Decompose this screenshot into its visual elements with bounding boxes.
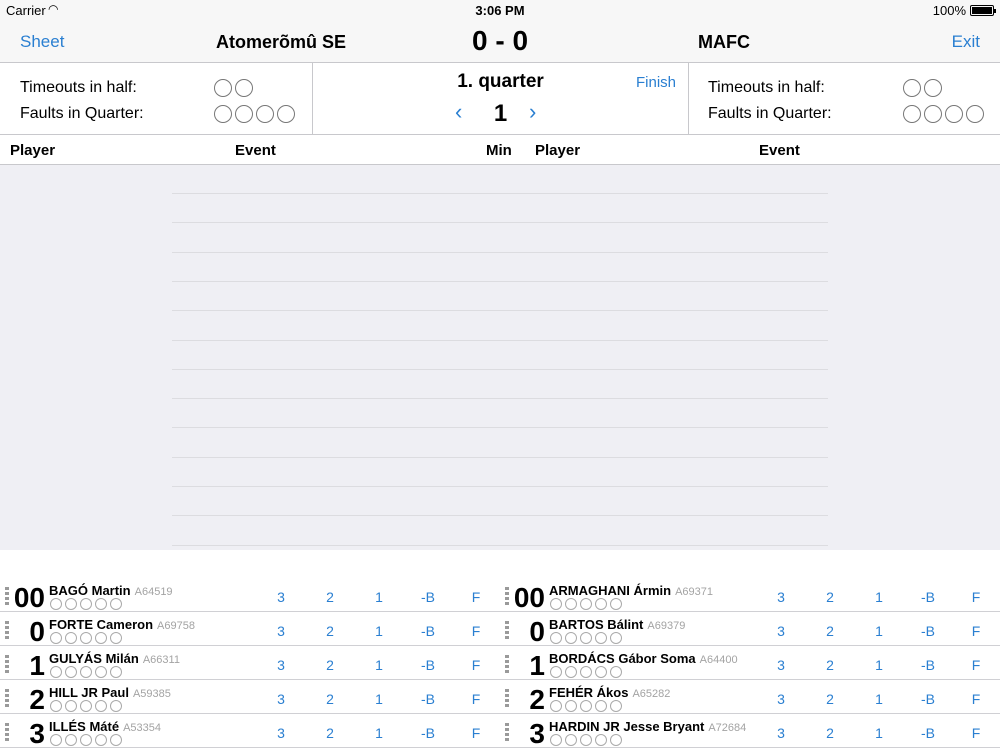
exclusion-button[interactable]: -B (921, 725, 935, 741)
drag-handle-icon[interactable] (505, 587, 509, 605)
home-team-name: Atomerõmû SE (216, 32, 347, 52)
player-name-text: FEHÉR Ákos (549, 685, 629, 700)
away-team-panel (688, 63, 1000, 135)
player-name (49, 719, 161, 734)
foul-indicator (565, 632, 577, 644)
navigation-bar (0, 20, 1000, 63)
drag-handle-icon[interactable] (505, 689, 509, 707)
score-1-button[interactable]: 1 (875, 657, 883, 673)
chevron-right-icon[interactable]: › (529, 99, 537, 124)
foul-indicator (95, 734, 107, 746)
cap-number: 2 (529, 684, 545, 715)
foul-indicator (65, 598, 77, 610)
drag-handle-icon[interactable] (5, 689, 9, 707)
player-name (49, 685, 171, 700)
score-3-button[interactable]: 3 (777, 623, 785, 639)
event-row-divider (172, 545, 828, 546)
cap-number: 3 (29, 718, 45, 749)
event-row-divider (172, 252, 828, 253)
exclusion-button[interactable]: -B (421, 623, 435, 639)
player-name-text: BAGÓ Martin (49, 583, 131, 598)
away-team-name: MAFC (698, 32, 750, 52)
column-player: Player (10, 142, 56, 159)
foul-indicator (595, 632, 607, 644)
exclusion-button[interactable]: -B (921, 589, 935, 605)
foul-indicator (110, 598, 122, 610)
player-name (549, 617, 685, 632)
foul-indicator (50, 666, 62, 678)
foul-indicator (595, 598, 607, 610)
player-license-id: A53354 (123, 722, 162, 734)
foul-indicator (95, 632, 107, 644)
foul-indicator (610, 598, 622, 610)
score-3-button[interactable]: 3 (777, 725, 785, 741)
player-row[interactable] (0, 714, 500, 748)
quarter-label: 1. quarter (457, 71, 544, 92)
foul-indicator (565, 734, 577, 746)
foul-indicator (580, 632, 592, 644)
score-2-button[interactable]: 2 (826, 657, 834, 673)
player-name (49, 651, 180, 666)
foul-indicator (565, 666, 577, 678)
score-display: 0 - 0 (471, 25, 529, 56)
foul-indicator (80, 632, 92, 644)
player-row[interactable] (500, 680, 1000, 714)
foul-indicator (110, 632, 122, 644)
player-fouls-indicators (50, 700, 122, 712)
drag-handle-icon[interactable] (505, 655, 509, 673)
foul-indicator (95, 700, 107, 712)
foul-button[interactable]: F (471, 657, 481, 673)
player-name-text: HARDIN JR Jesse Bryant (549, 719, 705, 734)
player-name (549, 685, 670, 700)
cap-number: 0 (29, 616, 45, 647)
score-1-button[interactable]: 1 (375, 725, 383, 741)
event-row-divider (172, 310, 828, 311)
timeout-indicator[interactable] (235, 79, 253, 97)
foul-indicator (550, 700, 562, 712)
player-fouls-indicators (550, 666, 622, 678)
foul-indicator (565, 598, 577, 610)
player-license-id: A65282 (632, 688, 671, 700)
cap-number: 1 (529, 650, 545, 681)
score-1-button[interactable]: 1 (375, 691, 383, 707)
away-faults-label: Faults in Quarter: (708, 105, 832, 122)
score-3-button[interactable]: 3 (777, 589, 785, 605)
event-row-divider (172, 369, 828, 370)
player-name (549, 651, 738, 666)
column-event-away: Event (759, 142, 800, 159)
player-license-id: A59385 (132, 688, 171, 700)
player-fouls-indicators (550, 734, 622, 746)
player-name-text: GULYÁS Milán (49, 651, 139, 666)
fault-indicator[interactable] (966, 105, 984, 123)
foul-indicator (65, 666, 77, 678)
player-license-id: A66311 (142, 654, 180, 666)
cap-number: 2 (29, 684, 45, 715)
event-list-header (0, 136, 1000, 165)
drag-handle-icon[interactable] (5, 655, 9, 673)
score-3-button[interactable]: 3 (277, 657, 285, 673)
player-license-id: A64400 (699, 654, 738, 666)
player-fouls-indicators (550, 632, 622, 644)
drag-handle-icon[interactable] (505, 723, 509, 741)
battery-icon (970, 5, 994, 16)
foul-indicator (50, 598, 62, 610)
player-name-text: BORDÁCS Gábor Soma (549, 651, 696, 666)
away-timeouts-indicators[interactable] (903, 79, 942, 97)
player-fouls-indicators (550, 598, 622, 610)
column-player-away: Player (535, 142, 581, 159)
foul-indicator (550, 734, 562, 746)
exclusion-button[interactable]: -B (921, 691, 935, 707)
score-1-button[interactable]: 1 (875, 725, 883, 741)
foul-indicator (550, 598, 562, 610)
away-faults-indicators[interactable] (903, 105, 984, 123)
foul-indicator (95, 598, 107, 610)
foul-button[interactable]: F (971, 589, 981, 605)
home-timeouts-indicators[interactable] (214, 79, 253, 97)
player-fouls-indicators (50, 666, 122, 678)
score-1-button[interactable]: 1 (875, 691, 883, 707)
sheet-button[interactable]: Sheet (20, 32, 65, 51)
column-event: Event (235, 142, 276, 159)
fault-indicator[interactable] (277, 105, 295, 123)
fault-indicator[interactable] (235, 105, 253, 123)
drag-handle-icon[interactable] (505, 621, 509, 639)
quarter-panel (313, 63, 688, 135)
event-row-divider (172, 193, 828, 194)
foul-button[interactable]: F (971, 657, 981, 673)
player-name (49, 617, 195, 632)
event-row-divider (172, 515, 828, 516)
score-1-button[interactable]: 1 (375, 589, 383, 605)
exclusion-button[interactable]: -B (421, 691, 435, 707)
player-name-text: BARTOS Bálint (549, 617, 644, 632)
foul-indicator (110, 700, 122, 712)
player-fouls-indicators (50, 734, 122, 746)
player-name-text: FORTE Cameron (49, 617, 154, 632)
score-2-button[interactable]: 2 (826, 623, 834, 639)
timeout-indicator[interactable] (214, 79, 232, 97)
foul-indicator (65, 734, 77, 746)
score-2-button[interactable]: 2 (826, 725, 834, 741)
player-row[interactable] (500, 646, 1000, 680)
foul-button[interactable]: F (471, 725, 481, 741)
score-2-button[interactable]: 2 (326, 657, 334, 673)
drag-handle-icon[interactable] (5, 587, 9, 605)
player-name-text: HILL JR Paul (49, 685, 129, 700)
foul-indicator (565, 700, 577, 712)
score-2-button[interactable]: 2 (326, 589, 334, 605)
wifi-icon: ◠ (48, 2, 59, 16)
carrier-label: Carrier (6, 3, 46, 18)
exclusion-button[interactable]: -B (421, 589, 435, 605)
quarter-number: 1 (493, 100, 508, 127)
event-row-divider (172, 222, 828, 223)
score-2-button[interactable]: 2 (826, 691, 834, 707)
player-license-id: A69371 (675, 586, 713, 598)
event-row-divider (172, 281, 828, 282)
foul-indicator (595, 734, 607, 746)
fault-indicator[interactable] (256, 105, 274, 123)
finish-button[interactable]: Finish (635, 74, 676, 91)
battery-percent: 100% (932, 3, 966, 18)
player-name-text: ILLÉS Máté (49, 719, 120, 734)
player-row[interactable] (0, 646, 500, 680)
foul-indicator (550, 632, 562, 644)
foul-button[interactable]: F (471, 691, 481, 707)
column-min: Min (486, 142, 512, 159)
home-roster (0, 578, 500, 748)
chevron-left-icon[interactable]: ‹ (455, 99, 463, 124)
player-license-id: A72684 (708, 722, 747, 734)
foul-button[interactable]: F (971, 725, 981, 741)
away-roster (500, 578, 1000, 748)
foul-indicator (610, 734, 622, 746)
foul-indicator (610, 700, 622, 712)
cap-number: 00 (13, 582, 45, 613)
fault-indicator[interactable] (924, 105, 942, 123)
fault-indicator[interactable] (945, 105, 963, 123)
exit-button[interactable]: Exit (951, 32, 980, 51)
foul-indicator (580, 598, 592, 610)
player-name (549, 583, 713, 598)
home-team-panel (0, 63, 313, 135)
score-1-button[interactable]: 1 (375, 623, 383, 639)
cap-number: 00 (513, 582, 545, 613)
foul-indicator (50, 700, 62, 712)
foul-indicator (50, 734, 62, 746)
exclusion-button[interactable]: -B (921, 657, 935, 673)
player-row[interactable] (0, 578, 500, 612)
player-fouls-indicators (550, 700, 622, 712)
timeout-indicator[interactable] (924, 79, 942, 97)
score-3-button[interactable]: 3 (277, 589, 285, 605)
status-bar (0, 0, 1000, 20)
game-info-row (0, 63, 1000, 135)
drag-handle-icon[interactable] (5, 723, 9, 741)
player-fouls-indicators (50, 598, 122, 610)
player-row[interactable] (500, 578, 1000, 612)
foul-indicator (610, 666, 622, 678)
player-fouls-indicators (50, 632, 122, 644)
foul-indicator (110, 734, 122, 746)
fault-indicator[interactable] (214, 105, 232, 123)
home-faults-label: Faults in Quarter: (20, 105, 144, 122)
score-3-button[interactable]: 3 (777, 657, 785, 673)
event-row-divider (172, 457, 828, 458)
score-3-button[interactable]: 3 (277, 691, 285, 707)
player-name-text: ARMAGHANI Ármin (549, 583, 672, 598)
foul-indicator (95, 666, 107, 678)
foul-indicator (65, 700, 77, 712)
foul-indicator (550, 666, 562, 678)
foul-indicator (580, 734, 592, 746)
event-list[interactable] (0, 165, 1000, 550)
foul-indicator (580, 700, 592, 712)
foul-button[interactable]: F (971, 623, 981, 639)
player-license-id: A69379 (647, 620, 686, 632)
event-row-divider (172, 340, 828, 341)
cap-number: 3 (529, 718, 545, 749)
player-row[interactable] (0, 680, 500, 714)
score-2-button[interactable]: 2 (326, 725, 334, 741)
home-faults-indicators[interactable] (214, 105, 295, 123)
foul-indicator (65, 632, 77, 644)
foul-button[interactable]: F (471, 623, 481, 639)
foul-indicator (595, 700, 607, 712)
foul-indicator (80, 700, 92, 712)
event-row-divider (172, 427, 828, 428)
player-license-id: A64519 (134, 586, 173, 598)
fault-indicator[interactable] (903, 105, 921, 123)
score-3-button[interactable]: 3 (277, 725, 285, 741)
player-row[interactable] (500, 714, 1000, 748)
score-2-button[interactable]: 2 (326, 623, 334, 639)
score-3-button[interactable]: 3 (777, 691, 785, 707)
status-time: 3:06 PM (475, 3, 525, 18)
score-1-button[interactable]: 1 (875, 623, 883, 639)
player-name (49, 583, 173, 598)
foul-indicator (595, 666, 607, 678)
foul-indicator (50, 632, 62, 644)
score-2-button[interactable]: 2 (326, 691, 334, 707)
player-row[interactable] (0, 612, 500, 646)
timeout-indicator[interactable] (903, 79, 921, 97)
foul-button[interactable]: F (471, 589, 481, 605)
home-timeouts-label: Timeouts in half: (20, 79, 137, 96)
cap-number: 1 (29, 650, 45, 681)
score-1-button[interactable]: 1 (875, 589, 883, 605)
player-row[interactable] (500, 612, 1000, 646)
foul-indicator (110, 666, 122, 678)
event-row-divider (172, 398, 828, 399)
foul-indicator (80, 598, 92, 610)
away-timeouts-label: Timeouts in half: (708, 79, 825, 96)
player-license-id: A69758 (157, 620, 195, 632)
score-1-button[interactable]: 1 (375, 657, 383, 673)
drag-handle-icon[interactable] (5, 621, 9, 639)
foul-indicator (580, 666, 592, 678)
score-2-button[interactable]: 2 (826, 589, 834, 605)
foul-indicator (80, 734, 92, 746)
exclusion-button[interactable]: -B (921, 623, 935, 639)
player-name (549, 719, 746, 734)
exclusion-button[interactable]: -B (421, 657, 435, 673)
foul-indicator (80, 666, 92, 678)
cap-number: 0 (529, 616, 545, 647)
foul-indicator (610, 632, 622, 644)
exclusion-button[interactable]: -B (421, 725, 435, 741)
event-row-divider (172, 486, 828, 487)
score-3-button[interactable]: 3 (277, 623, 285, 639)
foul-button[interactable]: F (971, 691, 981, 707)
